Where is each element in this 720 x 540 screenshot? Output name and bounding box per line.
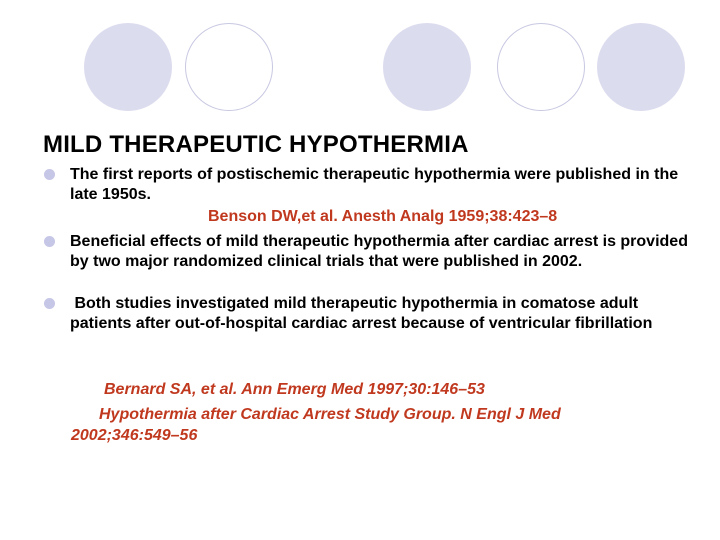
reference-hacas-line2: 2002;346:549–56: [71, 427, 198, 444]
bullet-text: The first reports of postischemic therapeutic hypothermia were published in the late 1950s.: [70, 166, 679, 203]
decorative-circle-5: [597, 23, 685, 111]
decorative-circle-2: [185, 23, 273, 111]
reference-benson: Benson DW,et al. Anesth Analg 1959;38:423–8: [208, 208, 558, 225]
decorative-circle-1: [84, 23, 172, 111]
bullet-text: Both studies investigated mild therapeutic hypothermia in comatose adult patients after out-of-hospital cardiac arrest because of ventricular fibrillation: [70, 295, 653, 332]
bullet-icon: [44, 298, 55, 309]
decorative-circle-3: [383, 23, 471, 111]
bullet-icon: [44, 236, 55, 247]
decorative-circle-4: [497, 23, 585, 111]
bullet-icon: [44, 169, 55, 180]
reference-hacas-line1: Hypothermia after Cardiac Arrest Study Group. N Engl J Med: [99, 406, 561, 423]
bullet-text: Beneficial effects of mild therapeutic hypothermia after cardiac arrest is provided by two major randomized clinical trials that were published in 2002.: [70, 233, 688, 270]
slide-title: MILD THERAPEUTIC HYPOTHERMIA: [43, 131, 469, 158]
reference-bernard: Bernard SA, et al. Ann Emerg Med 1997;30:146–53: [104, 381, 485, 398]
